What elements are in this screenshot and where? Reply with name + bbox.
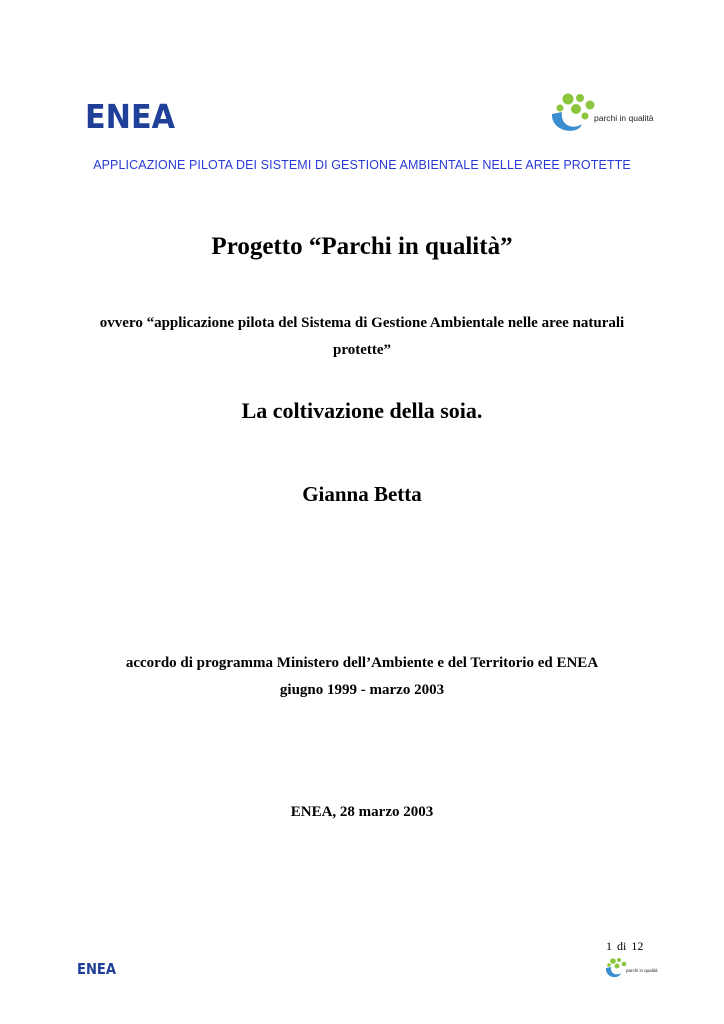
page-number (606, 939, 648, 954)
parchi-logo-lettering: parchi in qualità (626, 968, 658, 973)
page-separator: di (617, 939, 627, 953)
enea-logo-header (85, 97, 177, 136)
enea-logo-lettering: ENEA (77, 960, 117, 978)
document-title: Progetto “Parchi in qualità” (211, 233, 513, 260)
place-date: ENEA, 28 marzo 2003 (290, 804, 434, 820)
project-subtitle: APPLICAZIONE PILOTA DEI SISTEMI DI GESTIONE AMBIENTALE NELLE AREE PROTETTE (93, 158, 631, 172)
parchi-in-qualita-icon (604, 957, 658, 981)
document-author: Gianna Betta (302, 482, 422, 506)
agreement-line-1: accordo di programma Ministero dell’Ambiente e del Territorio ed ENEA (125, 655, 599, 671)
parchi-logo-lettering: parchi in qualità (594, 113, 654, 123)
parchi-logo-footer (604, 957, 658, 981)
parchi-logo-header (548, 92, 654, 138)
page-current: 1 (606, 939, 612, 953)
enea-logo-footer (77, 960, 117, 976)
agreement-line-2: giugno 1999 - marzo 2003 (279, 682, 445, 698)
document-description: ovvero “applicazione pilota del Sistema di Gestione Ambientale nelle aree naturali protette” (99, 315, 625, 358)
enea-logo-icon (85, 97, 177, 136)
enea-logo-lettering: ENEA (85, 97, 176, 136)
page-total: 12 (631, 939, 644, 953)
document-topic: La coltivazione della soia. (241, 398, 483, 423)
enea-logo-icon (77, 960, 117, 976)
parchi-in-qualita-icon (548, 92, 654, 138)
agreement-block (0, 650, 724, 704)
